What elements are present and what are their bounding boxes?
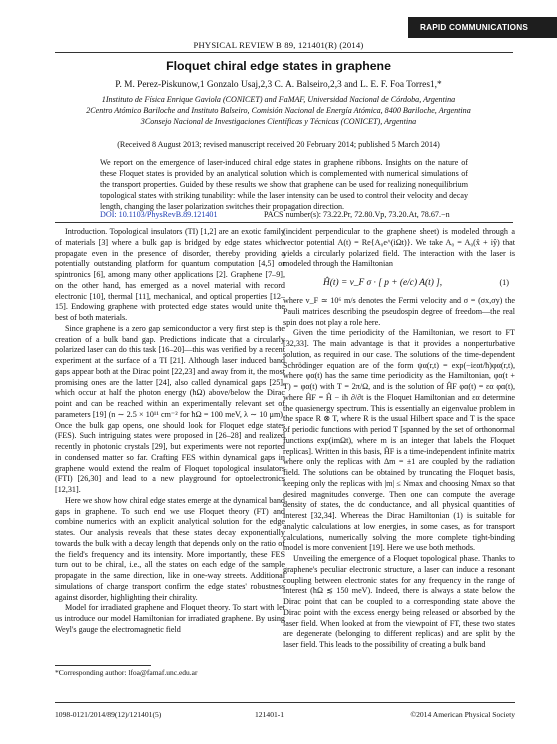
abstract-rule	[55, 222, 513, 223]
equation-number: (1)	[499, 277, 509, 287]
paragraph-fermi-velocity: where v_F ≃ 10⁶ m/s denotes the Fermi velocity and σ = (σx,σy) the Pauli matrices describing the pseudospin degree of freedom—the real spin does not play a role here.	[283, 296, 515, 327]
corresponding-author-footnote: *Corresponding author: lfoa@famaf.unc.edu.ar	[55, 668, 198, 677]
footer-issn: 1098-0121/2014/89(12)/121401(5)	[55, 710, 162, 719]
pacs-numbers: PACS number(s): 73.22.Pr, 72.80.Vp, 73.20.At, 78.67.−n	[264, 210, 450, 219]
equation-1	[283, 270, 515, 296]
paragraph-band-gap: Since graphene is a zero gap semiconductor a very first step is the creation of a bulk band gap. Predictions indicate that a circularly polarized laser can do this task [16–20]—this was verified by a recent experiment at the surface of a TI [21]. Although laser induced band gaps appear both at the Dirac point [22,23] and away from it, the most promising ones are the latter [24], also called dynamical gaps [25], which occur at half the photon energy (ħΩ) above/below the Dirac point and can be reached within an experimentally relevant set of parameters [19] (n ∼ 2.5 × 10¹¹ cm⁻² for ħΩ = 100 meV, λ ∼ 10 μm). Once the bulk gap opens, one should look for Floquet edge states (FES). Such intriguing states were proposed in [26–28] and realized recently in photonic crystals [29], but experiments were not reported in condensed matter so far. Crafting FES within dynamical gaps in graphene would extend the realm of Floquet topological insulators (FTI) [26,30] and lead to a new playground for optoelectronics [12,31].	[55, 323, 285, 494]
footer-copyright: ©2014 American Physical Society	[410, 710, 515, 719]
footnote-rule	[55, 665, 151, 666]
header-rule	[55, 52, 513, 53]
doi-pacs-line	[100, 210, 468, 219]
journal-line: PHYSICAL REVIEW B 89, 121401(R) (2014)	[193, 40, 364, 50]
footer-page-number: 121401-1	[255, 710, 285, 719]
left-column	[55, 227, 285, 636]
right-column	[283, 227, 515, 651]
doi-link[interactable]: DOI: 10.1103/PhysRevB.89.121401	[100, 210, 218, 219]
received-dates: (Received 8 August 2013; revised manuscript received 20 February 2014; published 5 March 2014)	[117, 140, 440, 149]
author-list: P. M. Perez-Piskunow,1 Gonzalo Usaj,2,3 C. A. Balseiro,2,3 and L. E. F. Foa Torres1,*	[115, 80, 442, 90]
paragraph-vector-potential: (incident perpendicular to the graphene sheet) is modeled through a vector potential A(t) = Re{A₀e^(iΩt)}. We take A₀ = A₀(x̂ + iŷ) that yields a circularly polarized field. The interaction with the laser is modeled through the Hamiltonian	[283, 227, 515, 269]
paper-title: Floquet chiral edge states in graphene	[166, 59, 391, 73]
paragraph-here-we-show: Here we show how chiral edge states emerge at the dynamical band gaps in graphene. To such end we use Floquet theory (FT) and combine numerics with an explicit analytical solution for the edge states. Our analysis reveals that these states decay exponentially towards the bulk with a decay length that depends only on the ratio of the field's frequency and its intensity. More importantly, these FES turn out to be chiral, i.e., all the states on each edge of the sample propagate in the same direction, like in one-way streets. Additional simulations of charge transport confirm the edge states' robustness against disorder, highlighting their chirality.	[55, 495, 285, 602]
paragraph-introduction: Introduction. Topological insulators (TI) [1,2] are an exotic family of materials [3] where a bulk gap is bridged by edge states which propagate even in the presence of disorder, thereby providing a potentially outstanding platform for quantum computation [4,5] or spintronics [6], among many other applications [2]. Graphene [7–9], on the other hand, has emerged as a novel material with record electronic [10], thermal [11], mechanical, and optical properties [12–15]. Endowing graphene with protected edge states would unite the best of both materials.	[55, 227, 285, 322]
footer-rule	[55, 702, 515, 703]
affiliation-3: 3Consejo Nacional de Investigaciones Científicas y Técnicas (CONICET), Argentina	[140, 117, 417, 126]
affiliation-1: 1Instituto de Física Enrique Gaviola (CONICET) and FaMAF, Universidad Nacional de Córdoba, Argentina	[101, 95, 456, 104]
affiliation-2: 2Centro Atómico Bariloche and Instituto Balseiro, Comisión Nacional de Energía Atómica, 8400 Bariloche, Argentina	[86, 106, 471, 115]
paragraph-model: Model for irradiated graphene and Floquet theory. To start with let us introduce our model Hamiltonian for irradiated graphene. By using Weyl's gauge the electromagnetic field	[55, 603, 285, 634]
paragraph-topological-phase: Unveiling the emergence of a Floquet topological phase. Thanks to graphene's peculiar electronic structure, a laser can induce a resonant coupling between electronic states for any frequency in the range of interest (ħΩ ≲ 150 meV). Indeed, there is always a state below the Dirac point that can be coupled to a corresponding state above the Dirac point with the excess energy being released or absorbed by the laser field. When looked at from the viewpoint of FT, these two states are degenerate (belonging to different replicas) and are split by the laser field. This leads to the possibility of creating a bulk band	[283, 554, 515, 649]
paragraph-floquet-theory: Given the time periodicity of the Hamiltonian, we resort to FT [32,33]. The main advantage is that it provides a nonperturbative solution, as required in our case. The solutions of the time-dependent Schrödinger equation are of the form ψα(r,t) = exp(−iεαt/ħ)φα(r,t), where φα(t) has the same time periodicity as the Hamiltonian, φα(t + T) = φα(t) with T = 2π/Ω, and is the solution of ĤF φα(t) = εα φα(t), where ĤF = Ĥ − iħ ∂/∂t is the Floquet Hamiltonian and εα determine the quasienergy spectrum. This is essentially an eigenvalue problem in the space R ⊗ T, where R is the usual Hilbert space and T is the space of periodic functions with period T [spanned by the set of orthonormal functions exp(imΩt), where m is an integer that labels the Floquet replicas]. Written in this basis, ĤF is a time-independent infinite matrix where only the replicas with Δm = ±1 are coupled by the radiation field. The solutions can be obtained by truncating the Floquet basis, keeping only the replicas with |m| ≤ Nmax and choosing Nmax so that desired magnitudes converge. Then one can compute the average density of states, the dc conductance, and all physical quantities of interest [32,34]. Whereas the Dirac Hamiltonian (1) is suitable for analytic calculations at low energies, in some cases, as for transport calculations, numerically solving the more complete tight-binding model is more convenient [19]. Here we use both methods.	[283, 328, 515, 553]
abstract: We report on the emergence of laser-induced chiral edge states in graphene ribbons. Insights on the nature of these Floquet states is provided by an analytical solution which is complemented with numerical simulations of the transport properties. Guided by these results we show that graphene can be used for realizing nonequilibrium topological states with striking tunability: while the laser intensity can be used to control their velocity and decay length, changing the laser polarization switches their propagation direction.	[100, 158, 468, 212]
equation-hamiltonian: Ĥ(t) = v_F σ · [ p + (e/c) A(t) ],	[323, 277, 443, 288]
rapid-communications-banner: RAPID COMMUNICATIONS	[408, 17, 557, 38]
page-footer	[55, 710, 515, 722]
